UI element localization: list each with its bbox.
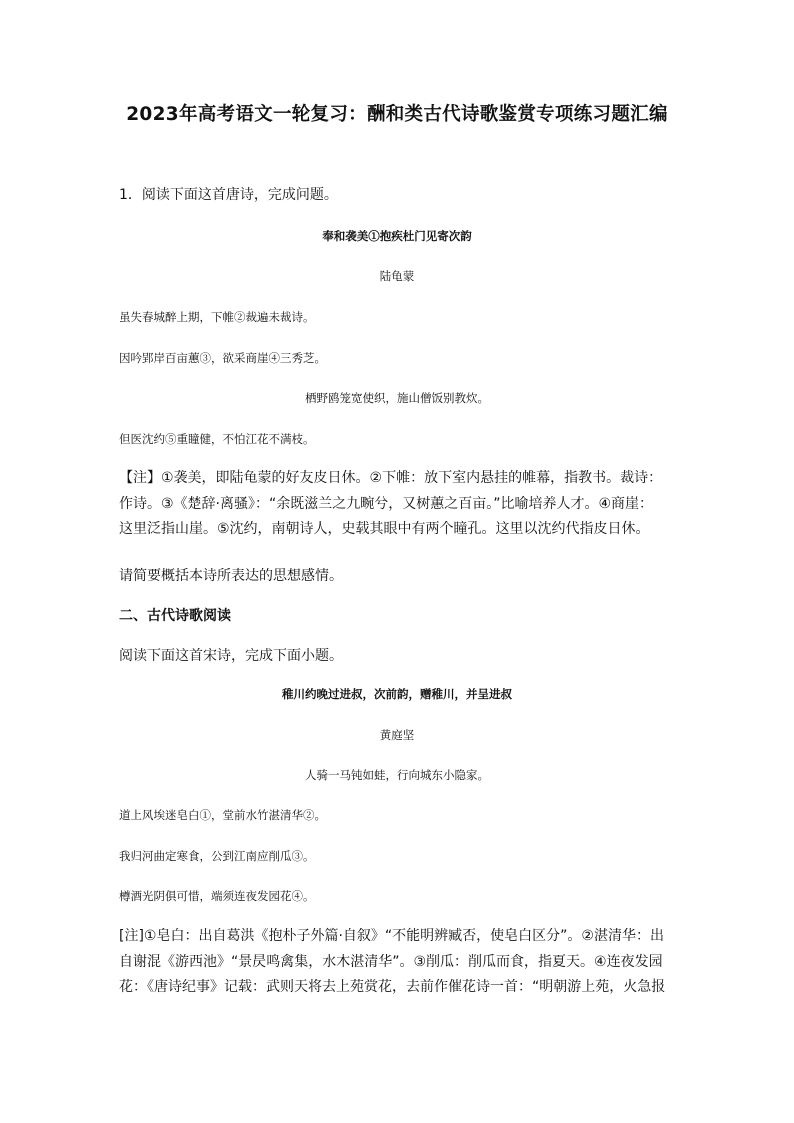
poem-2-title: 稚川约晚过进叔，次前韵，赠稚川，并呈进叔	[282, 687, 512, 701]
poem-1-notes	[119, 466, 679, 543]
poem-2-author: 黄庭坚	[379, 728, 415, 742]
poem-1-author: 陆龟蒙	[379, 269, 415, 283]
poem-2-line: 道上风埃迷皂白①，堂前水竹湛清华②。	[119, 808, 326, 822]
note-line: 【注】①袭美，即陆龟蒙的好友皮日休。②下帷：放下室内悬挂的帷幕，指教书。裁诗：	[119, 470, 663, 486]
poem-2-line: 樽酒光阴俱可惜，端须连夜发园花④。	[119, 889, 315, 903]
poem-1-line: 但医沈约⑤重瞳健，不怕江花不满枝。	[119, 432, 315, 446]
note-line: 花：《唐诗纪事》记载：武则天将去上苑赏花，去前作催花诗一首：“明朝游上苑，火急报	[119, 979, 666, 995]
section-2-prompt: 阅读下面这首宋诗，完成下面小题。	[119, 648, 343, 664]
poem-2-line: 人骑一马钝如蛙，行向城东小隐家。	[305, 768, 489, 782]
poem-2-line: 我归河曲定寒食，公到江南应削瓜③。	[119, 849, 315, 863]
section-2-heading: 二、古代诗歌阅读	[119, 608, 231, 624]
question-1-text: 请简要概括本诗所表达的思想感情。	[119, 568, 343, 584]
poem-1-line: 因吟郢岸百亩蕙③，欲采商崖④三秀芝。	[119, 351, 326, 365]
note-line: 这里泛指山崖。⑤沈约，南朝诗人，史载其眼中有两个瞳孔。这里以沈约代指皮日休。	[119, 521, 650, 537]
document-title: 2023年高考语文一轮复习：酬和类古代诗歌鉴赏专项练习题汇编	[126, 104, 668, 125]
poem-1-line: 虽失春城醉上期，下帷②裁遍未裁诗。	[119, 310, 315, 324]
note-line: 作诗。③《楚辞·离骚》：“余既滋兰之九畹兮，又树蕙之百亩。”比喻培养人才。④商崖：	[119, 495, 654, 512]
note-line: [注]①皂白：出自葛洪《抱朴子外篇·自叙》“不能明辨臧否，使皂白区分”。②湛清华：出	[119, 928, 664, 944]
question-1-prompt: 1．阅读下面这首唐诗，完成问题。	[119, 187, 338, 203]
poem-1-title: 奉和袭美①抱疾杜门见寄次韵	[322, 229, 472, 243]
poem-2-notes	[119, 924, 679, 1001]
poem-1-line: 栖野鸥笼宽使织，施山僧饭别教炊。	[305, 391, 489, 405]
note-line: 自谢混《游西池》“景昃鸣禽集，水木湛清华”。③削瓜：削瓜而食，指夏天。④连夜发园	[119, 953, 663, 970]
